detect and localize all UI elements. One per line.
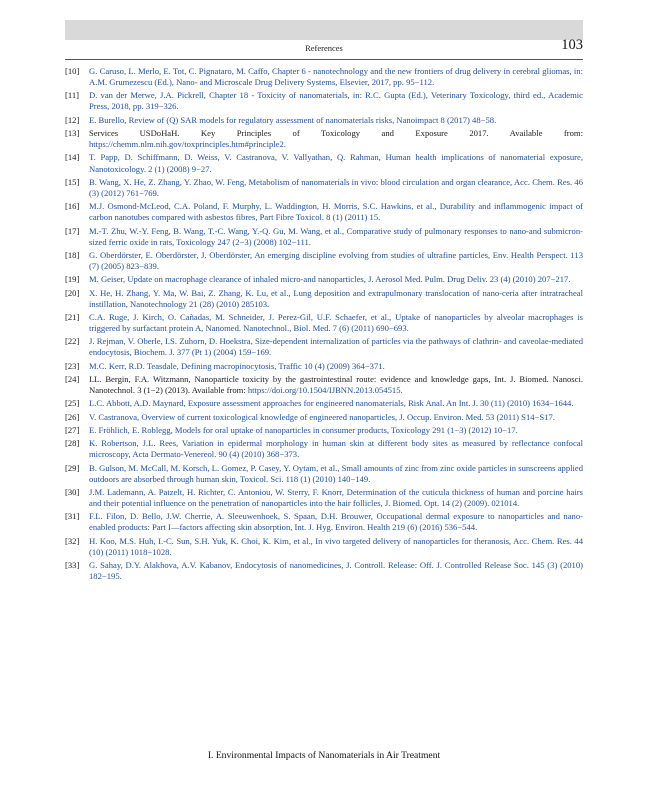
reference-item: [65, 288, 583, 310]
reference-text: Services USDoHaH. Key Principles of Toxicology and Exposure 2017. Available from:: [89, 128, 583, 139]
reference-number: [21]: [65, 311, 80, 322]
reference-item: [65, 66, 583, 88]
reference-text[interactable]: K. Robertson, J.L. Rees, Variation in epidermal morphology in human skin at different body sites as measured by reflectance confocal microscopy, Acta Dermato-Venereol. 90 (4) (2010) 368−373.: [89, 438, 583, 460]
reference-text[interactable]: F.L. Filon, D. Bello, J.W. Cherrie, A. Sleeuwenhoek, S. Spaan, D.H. Brouwer, Occupational dermal exposure to nanoparticles and nano-enabled products: Part I—factors affecting skin absorption, Int. J. Hyg. Environ. Health 219 (6) (2016) 536−544.: [89, 511, 583, 533]
reference-text[interactable]: J. Rejman, V. Oberle, I.S. Zuhorn, D. Hoekstra, Size-dependent internalization of particles via the pathways of clathrin- and caveolae-mediated endocytosis, Biochem. J. 377 (Pt 1) (2004) 159−169.: [89, 336, 583, 358]
reference-text[interactable]: X. He, H. Zhang, Y. Ma, W. Bai, Z. Zhang, K. Lu, et al., Lung deposition and extrapulmonary translocation of nano-ceria after intratracheal instillation, Nanotechnology 21 (28) (2010) 285103.: [89, 287, 583, 309]
reference-item: [65, 536, 583, 558]
reference-item: [65, 177, 583, 199]
running-footer: I. Environmental Impacts of Nanomaterials in Air Treatment: [207, 750, 441, 761]
reference-number: [17]: [65, 225, 80, 236]
reference-item: [65, 128, 583, 150]
reference-text[interactable]: G. Caruso, L. Merlo, E. Tot, C. Pignataro, M. Caffo, Chapter 6 - nanotechnology and the new frontiers of drug delivery in cerebral gliomas, in: A.M. Grumezescu (Ed.), Nano- and Microscale Drug Delivery Systems, Elsevier, 2017, pp. 95−112.: [89, 66, 583, 88]
header-bar: [65, 20, 583, 40]
reference-number: [30]: [65, 486, 80, 497]
reference-item: [65, 201, 583, 223]
reference-item: [65, 511, 583, 533]
header-rule: [65, 59, 583, 60]
reference-text[interactable]: D. van der Merwe, J.A. Pickrell, Chapter 18 - Toxicity of nanomaterials, in: R.C. Gupta (Ed.), Veterinary Toxicology, third ed., Academic Press, 2018, pp. 319−326.: [89, 90, 583, 112]
reference-number: [23]: [65, 360, 80, 371]
reference-number: [14]: [65, 152, 80, 163]
reference-text[interactable]: G. Oberdörster, E. Oberdörster, J. Oberdörster, An emerging discipline evolving from studies of ultrafine particles, Env. Health Perspect. 113 (7) (2005) 823−839.: [89, 249, 583, 271]
reference-number: [19]: [65, 274, 80, 285]
reference-number: [20]: [65, 287, 80, 298]
reference-number: [10]: [65, 66, 80, 76]
reference-text[interactable]: V. Castranova, Overview of current toxicological knowledge of engineered nanoparticles, J. Occup. Environ. Med. 53 (2011) S14−S17.: [89, 411, 555, 422]
reference-number: [22]: [65, 336, 80, 347]
reference-number: [29]: [65, 462, 80, 473]
running-header-title: References: [305, 43, 343, 53]
reference-list: [65, 66, 583, 584]
reference-text[interactable]: E. Burello, Review of (Q) SAR models for regulatory assessment of nanomaterials risks, Nanoimpact 8 (2017) 48−58.: [89, 114, 497, 125]
reference-number: [31]: [65, 511, 80, 522]
reference-item: [65, 115, 583, 126]
reference-number: [27]: [65, 424, 80, 435]
reference-item: [65, 250, 583, 272]
reference-text: I.L. Bergin, F.A. Witzmann, Nanoparticle toxicity by the gastrointestinal route: evidence and knowledge gaps, Int. J. Biomed. Nanosci. Nanotechnol. 3 (1−2) (2013). Available from:: [89, 373, 583, 396]
reference-item: [65, 398, 583, 409]
reference-item: [65, 226, 583, 248]
reference-item: [65, 487, 583, 509]
reference-item: [65, 274, 583, 285]
reference-number: [12]: [65, 114, 80, 125]
reference-text[interactable]: M.-T. Zhu, W.-Y. Feng, B. Wang, T.-C. Wang, Y.-Q. Gu, M. Wang, et al., Comparative study of pulmonary responses to nano-and submicron-sized ferric oxide in rats, Toxicology 247 (2−3) (2008) 102−111.: [89, 225, 583, 247]
reference-url-link[interactable]: https://doi.org/10.1504/IJBNN.2013.054515.: [247, 385, 403, 396]
reference-number: [26]: [65, 411, 80, 422]
reference-item: [65, 152, 583, 174]
reference-text[interactable]: E. Fröhlich, E. Roblegg, Models for oral uptake of nanoparticles in consumer products, Toxicology 291 (1−3) (2012) 10−17.: [89, 424, 518, 435]
reference-text[interactable]: M.C. Kerr, R.D. Teasdale, Defining macropinocytosis, Traffic 10 (4) (2009) 364−371.: [89, 360, 385, 371]
reference-number: [32]: [65, 535, 80, 546]
reference-item: [65, 374, 583, 396]
reference-text[interactable]: G. Sahay, D.Y. Alakhova, A.V. Kabanov, Endocytosis of nanomedicines, J. Controll. Release: Off. J. Controlled Release Soc. 145 (3) (2010) 182−195.: [89, 560, 583, 582]
reference-number: [28]: [65, 438, 80, 449]
reference-text[interactable]: M.J. Osmond-McLeod, C.A. Poland, F. Murphy, L. Waddington, H. Morris, S.C. Hawkins, et al., Durability and inflammogenic impact of carbon nanotubes compared with asbestos fibres, Part Fibre Toxicol. 8 (1) (2011) 15.: [89, 201, 583, 223]
reference-text[interactable]: M. Geiser, Update on macrophage clearance of inhaled micro-and nanoparticles, J. Aerosol Med. Pulm. Drug Deliv. 23 (4) (2010) 207−217.: [89, 274, 571, 285]
reference-item: [65, 312, 583, 334]
reference-item: [65, 90, 583, 112]
reference-number: [33]: [65, 560, 80, 571]
reference-number: [15]: [65, 176, 80, 187]
reference-text[interactable]: T. Papp, D. Schiffmann, D. Weiss, V. Castranova, V. Vallyathan, Q. Rahman, Human health implications of nanomaterial exposure, Nanotoxicology. 2 (1) (2008) 9−27.: [89, 152, 583, 174]
reference-number: [13]: [65, 128, 80, 139]
reference-number: [25]: [65, 398, 80, 409]
reference-item: [65, 425, 583, 436]
reference-url-link[interactable]: https://chemm.nlm.nih.gov/toxprinciples.htm#principle2.: [89, 139, 286, 150]
reference-text[interactable]: H. Koo, M.S. Huh, I.-C. Sun, S.H. Yuk, K. Choi, K. Kim, et al., In vivo targeted delivery of nanoparticles for theranosis, Acc. Chem. Res. 44 (10) (2011) 1018−1028.: [89, 535, 583, 557]
reference-number: [11]: [65, 90, 79, 101]
reference-number: [16]: [65, 201, 80, 212]
reference-item: [65, 560, 583, 582]
reference-text[interactable]: L.C. Abbott, A.D. Maynard, Exposure assessment approaches for engineered nanomaterials, Risk Anal. An Int. J. 30 (11) (2010) 1634−1644.: [89, 398, 574, 409]
reference-number: [18]: [65, 249, 80, 260]
reference-text[interactable]: J.M. Lademann, A. Patzelt, H. Richter, C. Antoniou, W. Sterry, F. Knorr, Determination of the cuticula thickness of human and porcine hairs and their potential influence on the penetration of nanoparticles into the hair follicles, J. Biomed. Opt. 14 (2) (2009). 021014.: [89, 486, 583, 509]
reference-text[interactable]: B. Wang, X. He, Z. Zhang, Y. Zhao, W. Feng, Metabolism of nanomaterials in vivo: blood circulation and organ clearance, Acc. Chem. Res. 46 (3) (2012) 761−769.: [89, 176, 583, 198]
reference-item: [65, 336, 583, 358]
reference-text[interactable]: B. Gulson, M. McCall, M. Korsch, L. Gomez, P. Casey, Y. Oytam, et al., Small amounts of zinc from zinc oxide particles in sunscreens applied outdoors are absorbed through human skin, Toxicol. Sci. 118 (1) (2010) 140−149.: [89, 462, 583, 484]
reference-item: [65, 361, 583, 372]
reference-item: [65, 412, 583, 423]
reference-text[interactable]: C.A. Ruge, J. Kirch, O. Cañadas, M. Schneider, J. Perez-Gil, U.F. Schaefer, et al., Uptake of nanoparticles by alveolar macrophages is triggered by surfactant protein A, Nanomed. Nanotechnol., Biol. Med. 7 (6) (2011) 690−693.: [89, 311, 583, 334]
page-number: 103: [561, 37, 583, 53]
reference-item: [65, 463, 583, 485]
reference-item: [65, 438, 583, 460]
reference-number: [24]: [65, 373, 80, 384]
